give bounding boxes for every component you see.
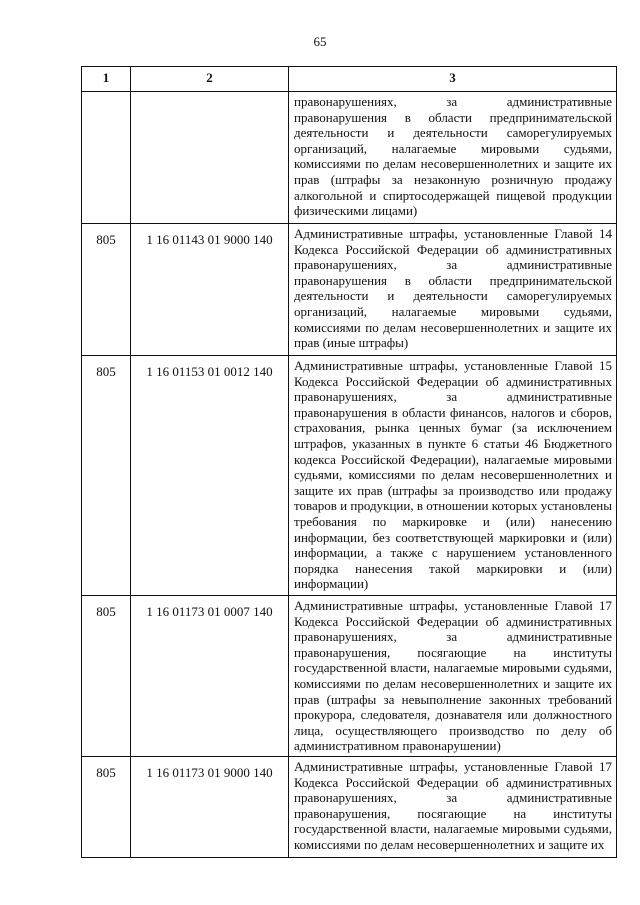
kbk-code-cell: 1 16 01173 01 9000 140 xyxy=(131,756,289,857)
budget-codes-table xyxy=(81,66,617,858)
column-header-3: 3 xyxy=(289,67,617,92)
kbk-code-cell: 1 16 01173 01 0007 140 xyxy=(131,596,289,757)
kbk-code-cell: 1 16 01153 01 0012 140 xyxy=(131,356,289,596)
admin-code-cell: 805 xyxy=(82,356,131,596)
description-cell xyxy=(289,756,617,857)
admin-code-cell: 805 xyxy=(82,596,131,757)
table-row xyxy=(82,756,617,857)
table-header-row xyxy=(82,67,617,92)
description-cell xyxy=(289,92,617,224)
table-row xyxy=(82,92,617,224)
admin-code-cell: 805 xyxy=(82,224,131,356)
description-text: правонарушениях, за административные правонарушения в области предпринимательской деятельности и деятельности саморегулируемых организаций, налагаемые мировыми судьями, комиссиями по делам несовершеннолетних и защите их прав (штрафы за незаконную розничную продажу алкогольной и спиртосодержащей пищевой продукции физическими лицами) xyxy=(294,94,612,219)
column-header-1: 1 xyxy=(82,67,131,92)
description-text: Административные штрафы, установленные Главой 15 Кодекса Российской Федерации об административных правонарушениях, за административные правонарушения в области финансов, налогов и сборов, страхования, рынка ценных бумаг (за исключением штрафов, указанных в пункте 6 статьи 46 Бюджетного кодекса Российской Федерации), налагаемые мировыми судьями, комиссиями по делам несовершеннолетних и защите их прав (штрафы за производство или продажу товаров и продукции, в отношении которых установлены требования по маркировке и (или) нанесению информации, без соответствующей маркировки и (или) информации, а также с нарушением установленного порядка нанесения такой маркировки и (или) информации) xyxy=(294,358,612,592)
description-cell xyxy=(289,356,617,596)
description-text: Административные штрафы, установленные Главой 17 Кодекса Российской Федерации об административных правонарушениях, за административные правонарушения, посягающие на институты государственной власти, налагаемые мировыми судьями, комиссиями по делам несовершеннолетних и защите их xyxy=(294,758,612,852)
kbk-code-cell: 1 16 01143 01 9000 140 xyxy=(131,224,289,356)
description-text: Административные штрафы, установленные Главой 17 Кодекса Российской Федерации об административных правонарушениях, за административные правонарушения, посягающие на институты государственной власти, налагаемые мировыми судьями, комиссиями по делам несовершеннолетних и защите их прав (штрафы за невыполнение законных требований прокурора, следователя, дознавателя или должностного лица, осуществляющего производство по делу об административном правонарушении) xyxy=(294,598,612,754)
admin-code-cell: 805 xyxy=(82,756,131,857)
table-row xyxy=(82,224,617,356)
column-header-2: 2 xyxy=(131,67,289,92)
kbk-code-cell xyxy=(131,92,289,224)
page-number: 65 xyxy=(313,34,327,49)
admin-code-cell xyxy=(82,92,131,224)
table-row xyxy=(82,596,617,757)
table-row xyxy=(82,356,617,596)
description-text: Административные штрафы, установленные Главой 14 Кодекса Российской Федерации об административных правонарушениях, за административные правонарушения в области предпринимательской деятельности и деятельности саморегулируемых организаций, налагаемые мировыми судьями, комиссиями по делам несовершеннолетних и защите их прав (иные штрафы) xyxy=(294,226,612,351)
description-cell xyxy=(289,596,617,757)
description-cell xyxy=(289,224,617,356)
